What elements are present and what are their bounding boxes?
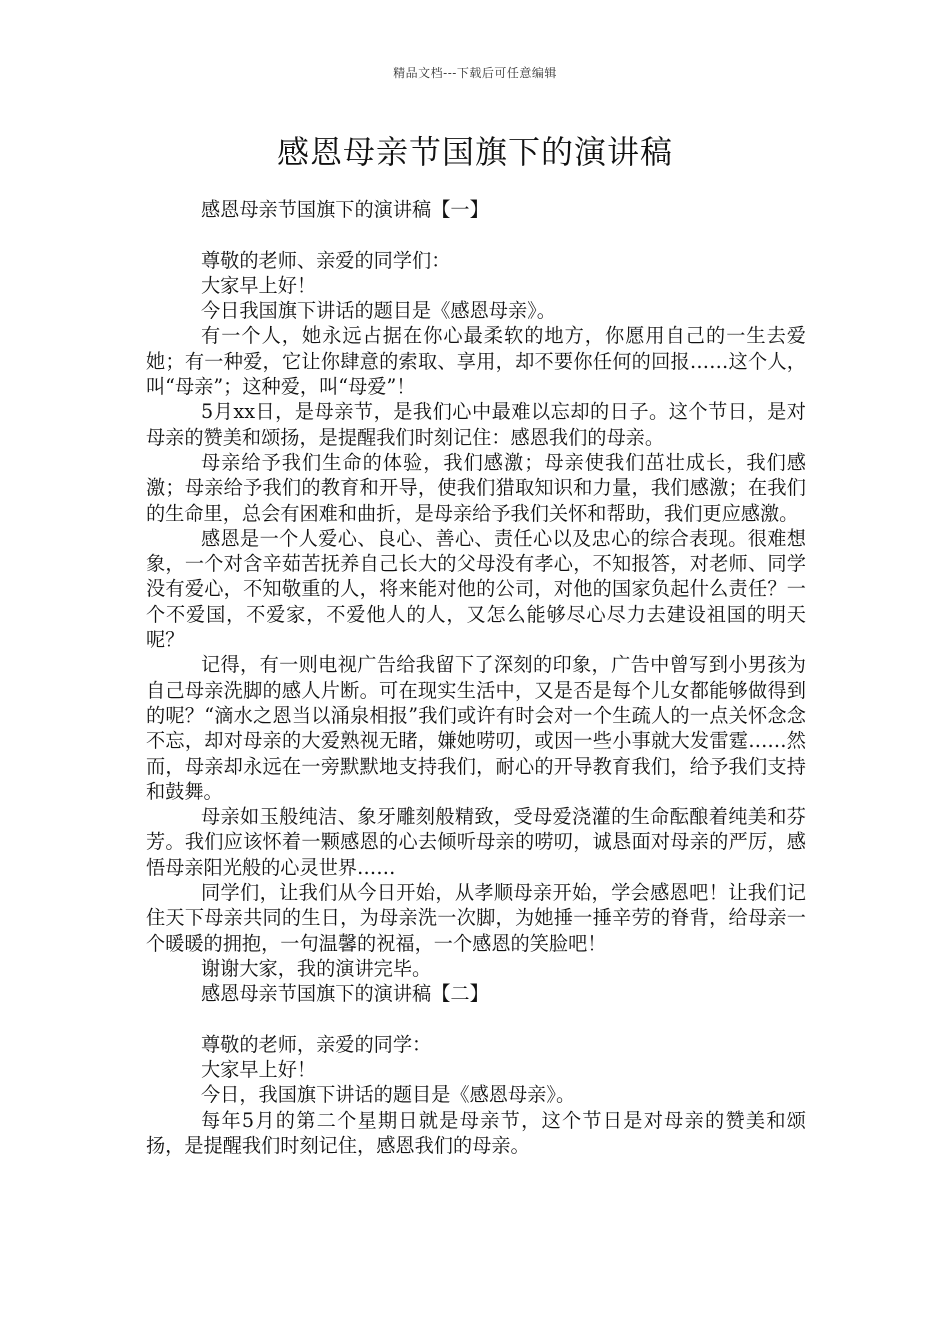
paragraph: 尊敬的老师、亲爱的同学们： xyxy=(201,248,451,272)
paragraph: 有一个人，她永远占据在你心最柔软的地方，你愿用自己的一生去爱她；有一种爱，它让你肆意的索取、享用，却不要你任何的回报……这个人，叫“母亲”；这种爱，叫“母爱”！ xyxy=(146,324,806,399)
paragraph: 记得，有一则电视广告给我留下了深刻的印象，广告中曾写到小男孩为自己母亲洗脚的感人片断。可在现实生活中，又是否是每个儿女都能够做得到的呢？“滴水之恩当以涌泉相报”我们或许有时会对一个生疏人的一点关怀念念不忘，却对母亲的大爱熟视无睹，嫌她唠叨，或因一些小事就大发雷霆……然而，母亲却永远在一旁默默地支持我们，耐心的开导教育我们，给予我们支持和鼓舞。 xyxy=(146,653,806,803)
paragraph: 今日，我国旗下讲话的题目是《感恩母亲》。 xyxy=(201,1083,576,1107)
page-header: 精品文档---下载后可任意编辑 xyxy=(393,66,557,80)
paragraph: 母亲如玉般纯洁、象牙雕刻般精致，受母爱浇灌的生命酝酿着纯美和芬芳。我们应该怀着一颗感恩的心去倾听母亲的唠叨，诚恳面对母亲的严厉，感悟母亲阳光般的心灵世界…… xyxy=(146,805,806,879)
blank-line xyxy=(146,222,806,247)
paragraph: 尊敬的老师，亲爱的同学： xyxy=(201,1032,432,1056)
paragraph: 5月xx日，是母亲节，是我们心中最难以忘却的日子。这个节日，是对母亲的赞美和颂扬，是提醒我们时刻记住：感恩我们的母亲。 xyxy=(146,400,806,449)
paragraph: 同学们，让我们从今日开始，从孝顺母亲开始，学会感恩吧！让我们记住天下母亲共同的生日，为母亲洗一次脚，为她捶一捶辛劳的脊背，给母亲一个暖暖的拥抱，一句温馨的祝福，一个感恩的笑脸吧！ xyxy=(146,881,806,955)
paragraph: 母亲给予我们生命的体验，我们感激；母亲使我们茁壮成长，我们感激；母亲给予我们的教育和开导，使我们猎取知识和力量，我们感激；在我们的生命里，总会有困难和曲折，是母亲给予我们关怀和帮助，我们更应感激。 xyxy=(146,450,806,525)
paragraph: 大家早上好！ xyxy=(201,273,317,297)
section-heading-1: 感恩母亲节国旗下的演讲稿【一】 xyxy=(201,198,489,221)
document-body xyxy=(146,197,806,1158)
document-title: 感恩母亲节国旗下的演讲稿 xyxy=(276,133,673,171)
paragraph: 今日我国旗下讲话的题目是《感恩母亲》。 xyxy=(201,299,556,323)
paragraph: 每年5月的第二个星期日就是母亲节，这个节日是对母亲的赞美和颂扬，是提醒我们时刻记住，感恩我们的母亲。 xyxy=(146,1108,806,1157)
paragraph: 感恩是一个人爱心、良心、善心、责任心以及忠心的综合表现。很难想象，一个对含辛茹苦抚养自己长大的父母没有孝心，不知报答，对老师、同学没有爱心，不知敬重的人，将来能对他的公司，对他的国家负起什么责任？一个不爱国，不爱家，不爱他人的人，又怎么能够尽心尽力去建设祖国的明天呢？ xyxy=(146,526,806,652)
section-heading-2: 感恩母亲节国旗下的演讲稿【二】 xyxy=(201,982,489,1006)
paragraph: 大家早上好！ xyxy=(201,1058,317,1082)
blank-line xyxy=(146,1007,806,1032)
paragraph: 谢谢大家，我的演讲完毕。 xyxy=(201,956,432,980)
